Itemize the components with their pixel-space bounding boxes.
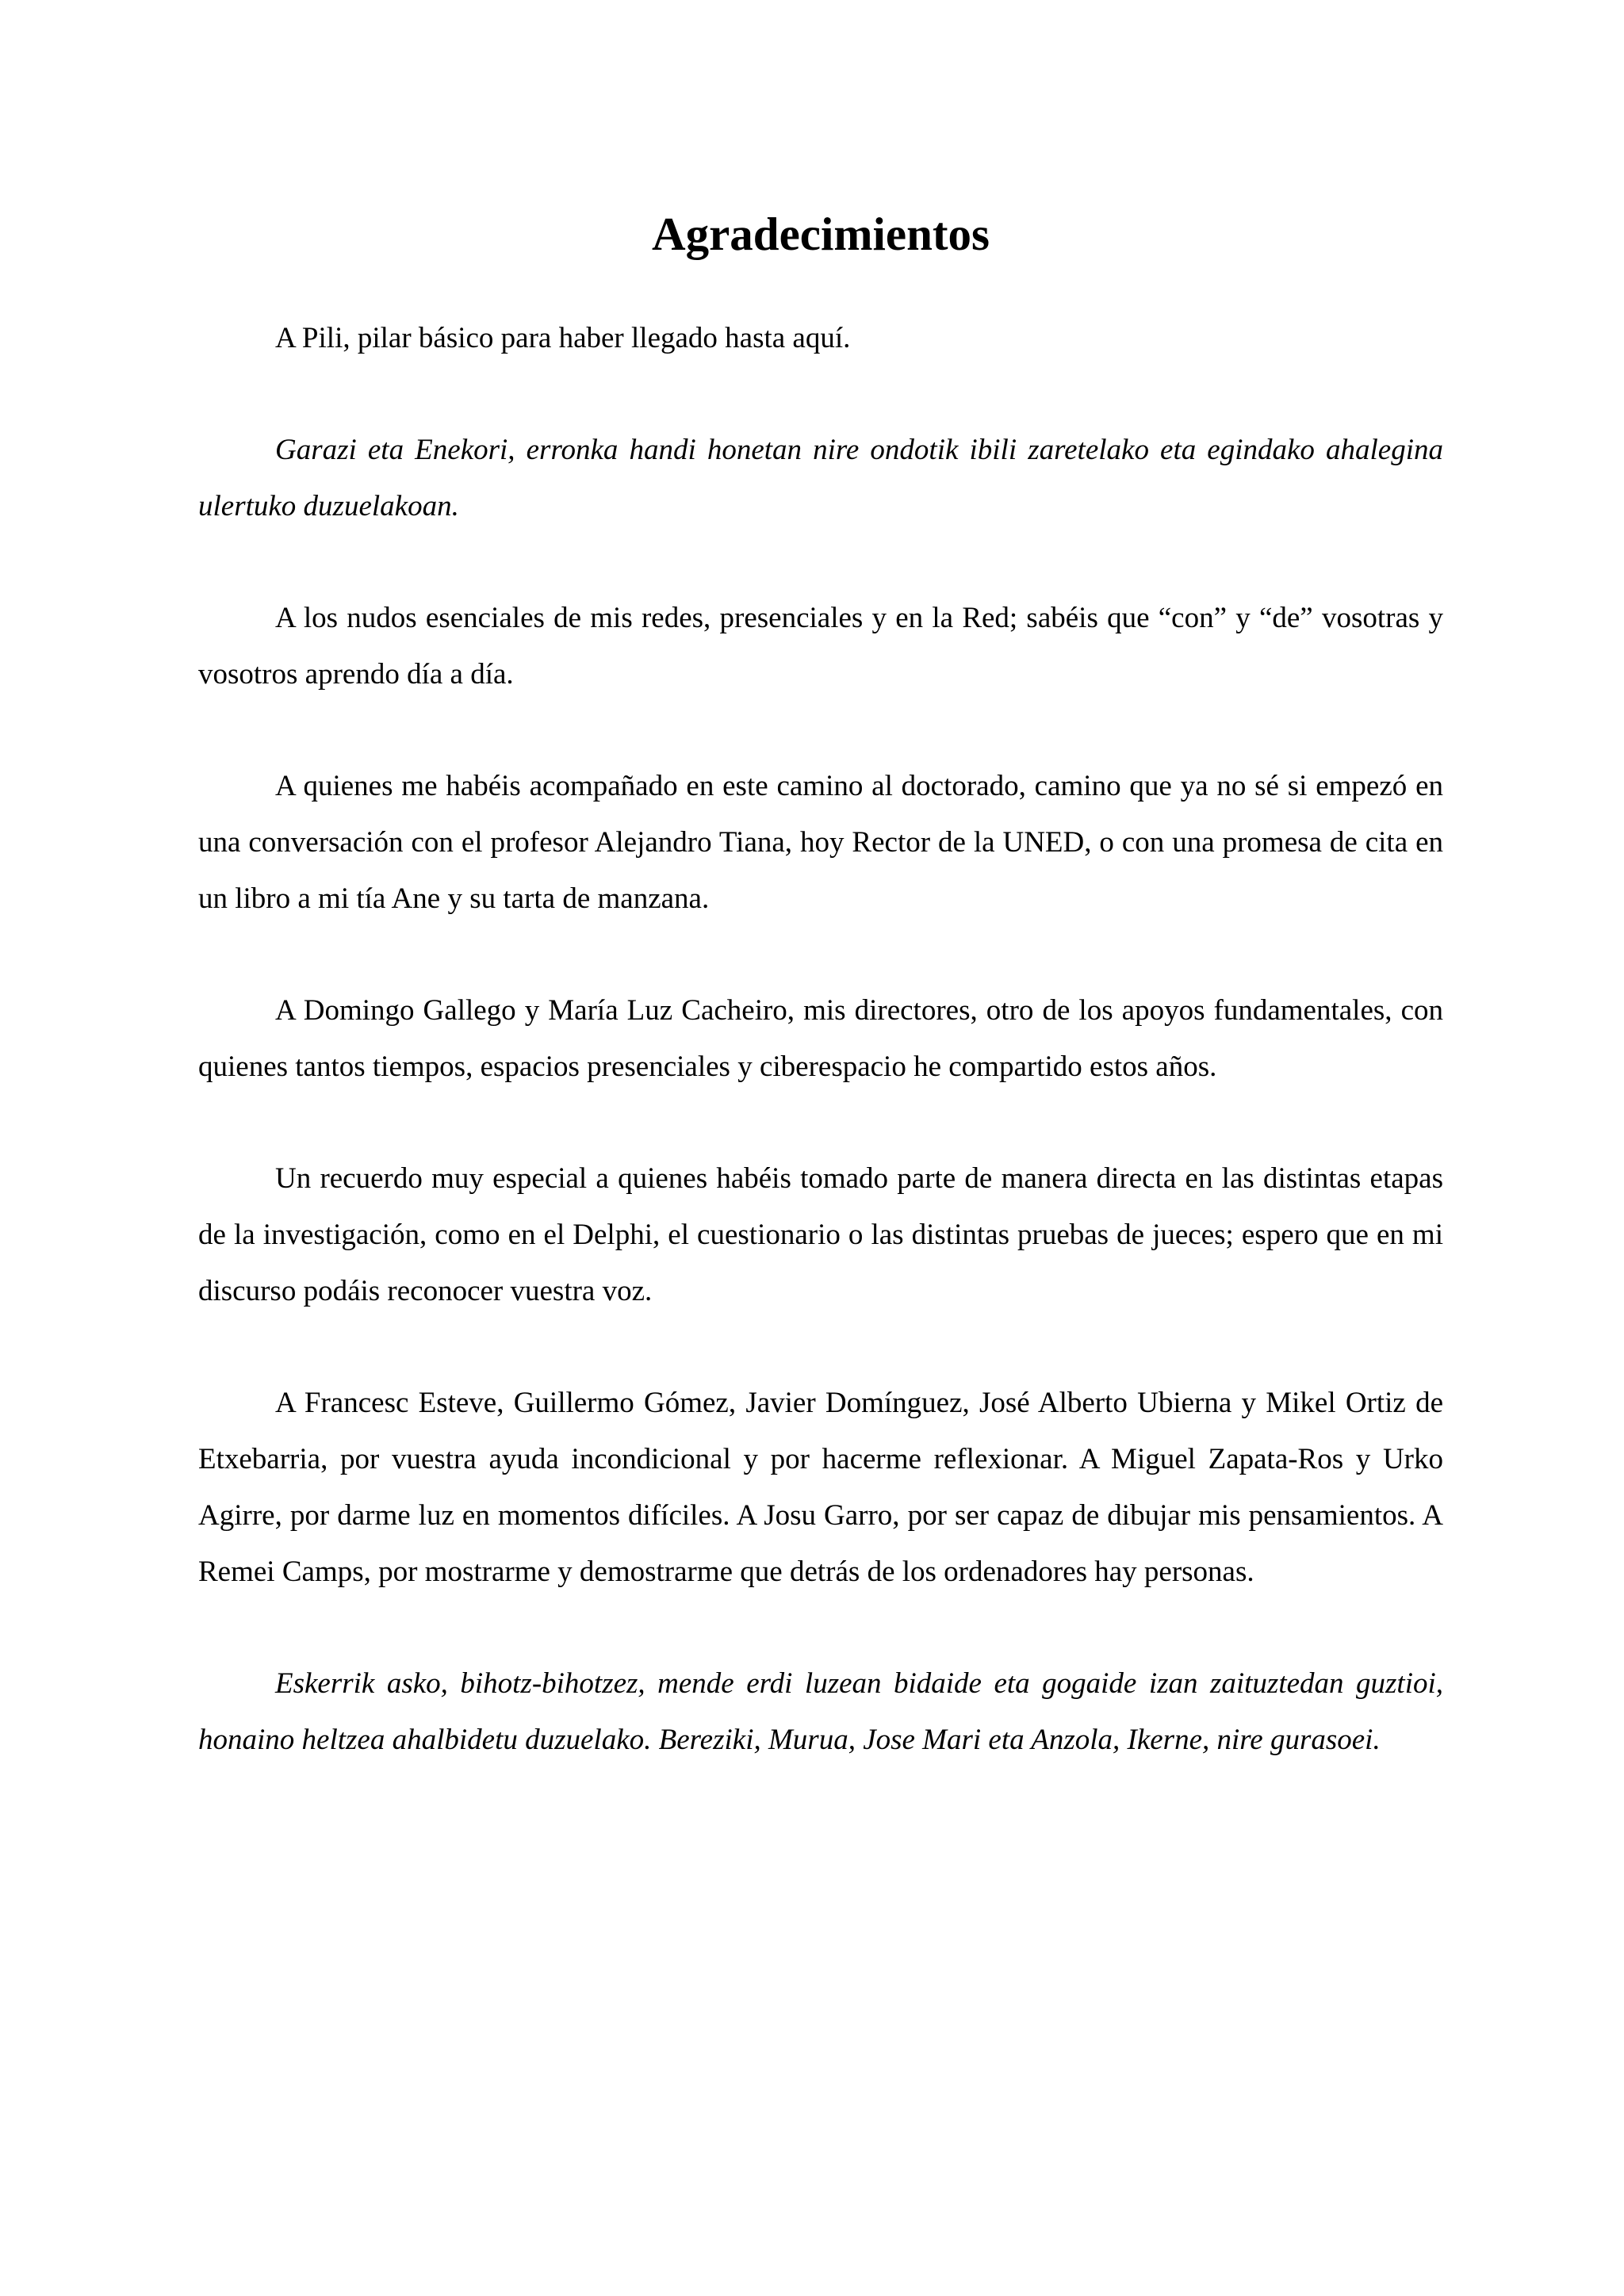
paragraph-colaboradores: A Francesc Esteve, Guillermo Gómez, Javier Domínguez, José Alberto Ubierna y Mikel Ortiz de Etxebarria, por vuestra ayuda incondicional y por hacerme reflexionar. A Miguel Zapata-Ros y Urko Agirre, por darme luz en momentos difíciles. A Josu Garro, por ser capaz de dibujar mis pensamientos. A Remei Camps, por mostrarme y demostrarme que detrás de los ordenadores hay personas. xyxy=(198,1387,1443,1588)
paragraph-directores: A Domingo Gallego y María Luz Cacheiro, mis directores, otro de los apoyos fundamentales, con quienes tantos tiempos, espacios presenciales y ciberespacio he compartido estos años. xyxy=(198,994,1443,1083)
paragraph-nudos-redes: A los nudos esenciales de mis redes, presenciales y en la Red; sabéis que “con” y “de” vosotras y vosotros aprendo día a día. xyxy=(198,602,1443,691)
paragraph-camino-doctorado: A quienes me habéis acompañado en este camino al doctorado, camino que ya no sé si empezó en una conversación con el profesor Alejandro Tiana, hoy Rector de la UNED, o con una promesa de cita en un libro a mi tía Ane y su tarta de manzana. xyxy=(198,770,1443,915)
page-title: Agradecimientos xyxy=(651,208,990,260)
paragraph-pili: A Pili, pilar básico para haber llegado hasta aquí. xyxy=(275,322,851,354)
paragraph-recuerdo-especial: Un recuerdo muy especial a quienes habéis tomado parte de manera directa en las distintas etapas de la investigación, como en el Delphi, el cuestionario o las distintas pruebas de jueces; espero que en mi discurso podáis reconocer vuestra voz. xyxy=(198,1162,1443,1307)
paragraph-eskerrik-asko: Eskerrik asko, bihotz-bihotzez, mende erdi luzean bidaide eta gogaide izan zaituztedan guztioi, honaino heltzea ahalbidetu duzuelako. Bereziki, Murua, Jose Mari eta Anzola, Ikerne, nire gurasoei. xyxy=(198,1667,1443,1756)
paragraph-garazi-eneko: Garazi eta Enekori, erronka handi honetan nire ondotik ibili zaretelako eta egindako ahalegina ulertuko duzuelakoan. xyxy=(198,434,1443,522)
page-content xyxy=(198,202,1443,1823)
